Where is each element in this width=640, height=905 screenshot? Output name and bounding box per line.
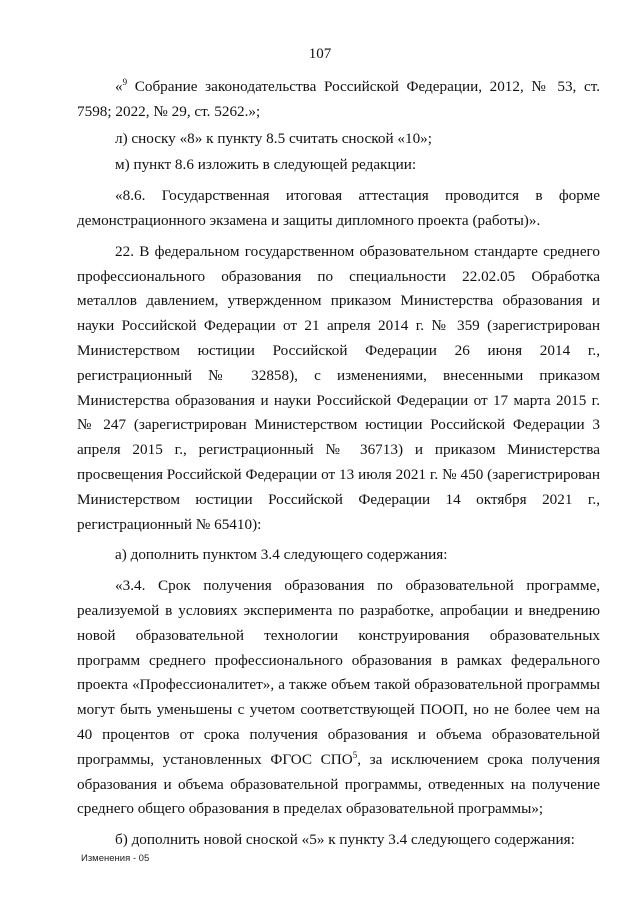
document-body (77, 75, 600, 853)
footnote-5-marker: 5 (352, 749, 358, 760)
item-l-paragraph: л) сноску «8» к пункту 8.5 считать сноской «10»; (115, 129, 432, 147)
clause-3-4-text-part2: , за исключением срока получения образования и объема образовательной программы, отведенных на получение среднего общего образования в пределах образовательной программы»; (77, 750, 600, 818)
item-a-paragraph: а) дополнить пунктом 3.4 следующего содержания: (115, 546, 448, 564)
clause-3-4-paragraph (77, 574, 600, 822)
footnote-9-open-quote: « (115, 78, 123, 95)
clause-3-4-text-part1: «3.4. Срок получения образования по образовательной программе, реализуемой в условиях эксперимента по разработке, апробации и внедрению новой образовательной технологии конструирования образовательных программ среднего профессионального образования в рамках федерального проекта «Профессионалитет», а также объем такой образовательной программы могут быть уменьшены с учетом соответствующей ПООП, но не более чем на 40 процентов от срока получения образования и объема образовательной программы, установленных ФГОС СПО (77, 577, 600, 768)
item-b-paragraph: б) дополнить новой сноской «5» к пункту 3.4 следующего содержания: (115, 831, 575, 849)
item-m-paragraph: м) пункт 8.6 изложить в следующей редакции: (115, 156, 417, 174)
page-footer: Изменения - 05 (81, 853, 150, 864)
section-22-paragraph: 22. В федеральном государственном образовательном стандарте среднего профессионального образования по специальности 22.02.05 Обработка металлов давлением, утвержденном приказом Министерства образования и науки Российской Федерации от 21 апреля 2014 г. № 359 (зарегистрирован Министерством юстиции Российской Федерации 26 июня 2014 г., регистрационный № 32858), с изменениями, внесенными приказом Министерства образования и науки Российской Федерации от 17 марта 2015 г. № 247 (зарегистрирован Министерством юстиции Российской Федерации 3 апреля 2015 г., регистрационный № 36713) и приказом Министерства просвещения Российской Федерации от 13 июля 2021 г. № 450 (зарегистрирован Министерством юстиции Российской Федерации 14 октября 2021 г., регистрационный № 65410): (77, 242, 600, 533)
footnote-9-marker: 9 (122, 77, 128, 87)
page-number: 107 (308, 46, 332, 62)
footnote-9-text (77, 75, 600, 125)
footnote-9-body: Собрание законодательства Российской Федерации, 2012, № 53, ст. 7598; 2022, № 29, ст. 5262.»; (77, 78, 600, 120)
clause-8-6-paragraph: «8.6. Государственная итоговая аттестация проводится в форме демонстрационного экзамена и защиты дипломного проекта (работы)». (77, 187, 600, 229)
